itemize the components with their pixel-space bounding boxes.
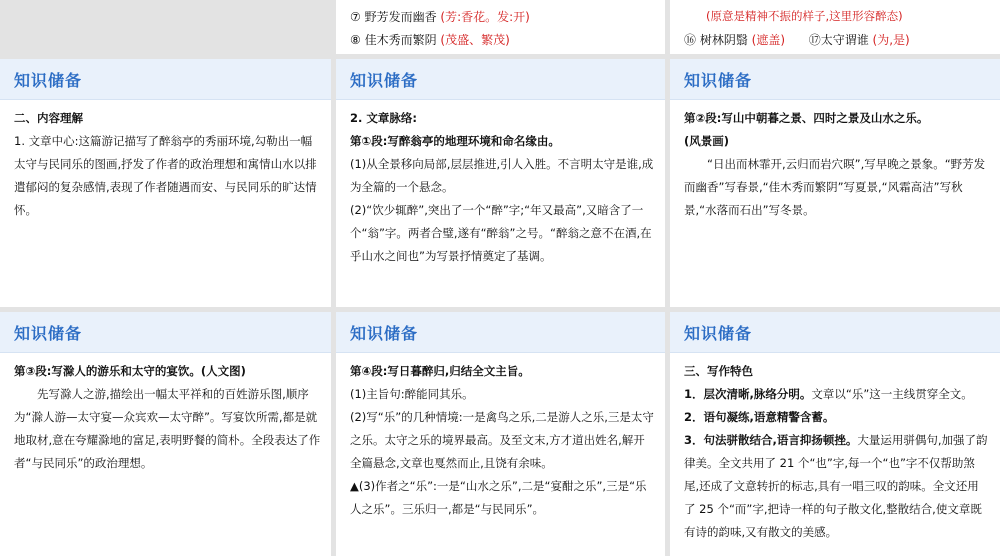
- panel-writing-features: [670, 312, 1000, 556]
- list-item: 2．语句凝练,语意精警含蓄。: [684, 410, 835, 424]
- panel-header: [336, 59, 665, 100]
- list-item: [684, 383, 990, 406]
- section-heading: 第④段:写日暮醉归,归结全文主旨。: [350, 364, 530, 378]
- section-heading: 二、内容理解: [14, 111, 83, 125]
- panel-title: 知识储备: [14, 324, 83, 343]
- note-line-7: [350, 8, 530, 25]
- item-text: 大量运用骈偶句,加强了韵律美。全文共用了 21 个“也”字,每一个“也”字不仅帮助煞尾,还成了文意转折的标志,具有一唱三叹的韵味。全文还用了 25 个“而”字,把诗一样的句子散文化,整散结合,使文章既有诗的韵味,又有散文的美感。: [684, 433, 988, 539]
- panel-header: [670, 312, 1000, 353]
- panel-title: 知识储备: [684, 71, 753, 90]
- list-item: [684, 429, 990, 544]
- note-text: ⑧ 佳木秀而繁阴: [350, 33, 437, 47]
- item-bold: 1．层次清晰,脉络分明。: [684, 387, 812, 401]
- paragraph: ▲(3)作者之“乐”:一是“山水之乐”,二是“宴酣之乐”,三是“乐人之乐”。三乐归一,都是“与民同乐”。: [350, 479, 647, 516]
- panel-title: 知识储备: [14, 71, 83, 90]
- paragraph: (1)主旨句:醉能同其乐。: [350, 387, 474, 401]
- panel-title: 知识储备: [350, 324, 419, 343]
- section-heading: 第③段:写滁人的游乐和太守的宴饮。(人文图): [14, 364, 246, 378]
- panel-content-understanding: [0, 59, 331, 307]
- panel-paragraph-4: [336, 312, 665, 556]
- note-text: ⑯ 树林阴翳: [684, 33, 748, 47]
- panel-title: 知识储备: [350, 71, 419, 90]
- note-text: ⑰太守谓谁: [808, 33, 869, 47]
- paragraph: (1)从全景移向局部,层层推进,引人入胜。不言明太守是谁,成为全篇的一个悬念。: [350, 157, 654, 194]
- section-heading: 三、写作特色: [684, 364, 753, 378]
- section-heading: 第②段:写山中朝暮之景、四时之景及山水之乐。: [684, 111, 929, 125]
- top-middle-strip: [336, 0, 665, 54]
- item-bold: 3．句法骈散结合,语言抑扬顿挫。: [684, 433, 858, 447]
- note-gloss: (遮盖): [751, 33, 786, 47]
- note-gloss: (茂盛、繁茂): [440, 33, 510, 47]
- note-text: ⑦ 野芳发而幽香: [350, 10, 437, 24]
- note-gloss: (为,是): [872, 33, 910, 47]
- panel-body: [350, 360, 655, 521]
- panel-body: [350, 107, 655, 268]
- paragraph: 1. 文章中心:这篇游记描写了醉翁亭的秀丽环境,勾勒出一幅太守与民同乐的图画,抒发了作者的政治理想和寓情山水以排遣郁闷的复杂感情,表现了作者随遇而安、与民同乐的旷达情怀。: [14, 134, 317, 217]
- note-line-original: (原意是精神不振的样子,这里形容醉态): [706, 9, 903, 23]
- paragraph: (2)写“乐”的几种情境:一是禽鸟之乐,二是游人之乐,三是太守之乐。太守之乐的境界最高。及至文末,方才道出姓名,解开全篇悬念,文章也戛然而止,且饶有余味。: [350, 410, 654, 470]
- panel-paragraph-3: [0, 312, 331, 556]
- paragraph: 先写滁人之游,描绘出一幅太平祥和的百姓游乐图,顺序为“滁人游—太守宴—众宾欢—太守醉”。写宴饮所需,都是就地取材,意在夸耀滁地的富足,表明野餐的简朴。全段表达了作者“与民同乐”的政治理想。: [14, 387, 321, 470]
- panel-title: 知识储备: [684, 324, 753, 343]
- panel-structure: [336, 59, 665, 307]
- panel-body: [684, 360, 990, 544]
- panel-header: [670, 59, 1000, 100]
- note-line-8: [350, 31, 510, 48]
- panel-header: [0, 312, 331, 353]
- section-heading: 2. 文章脉络:: [350, 111, 417, 125]
- panel-header: [336, 312, 665, 353]
- sub-heading: 第①段:写醉翁亭的地理环境和命名缘由。: [350, 134, 560, 148]
- top-right-strip: [670, 0, 1000, 54]
- paragraph: (2)“饮少辄醉”,突出了一个“醉”字;“年又最高”,又暗含了一个“翁”字。两者合璧,遂有“醉翁”之号。“醉翁之意不在酒,在乎山水之间也”为写景抒情奠定了基调。: [350, 203, 652, 263]
- note-line-16-17: [684, 31, 910, 48]
- item-text: 文章以“乐”这一主线贯穿全文。: [811, 387, 973, 401]
- paragraph: “日出而林霏开,云归而岩穴暝”,写早晚之景象。“野芳发而幽香”写春景,“佳木秀而繁阴”写夏景,“风霜高洁”写秋景,“水落而石出”写冬景。: [684, 157, 986, 217]
- panel-body: [14, 360, 321, 475]
- sub-heading: (风景画): [684, 134, 730, 148]
- panel-body: [684, 107, 990, 222]
- panel-header: [0, 59, 331, 100]
- panel-paragraph-2: [670, 59, 1000, 307]
- note-gloss: (芳:香花。发:开): [440, 10, 530, 24]
- panel-body: [14, 107, 321, 222]
